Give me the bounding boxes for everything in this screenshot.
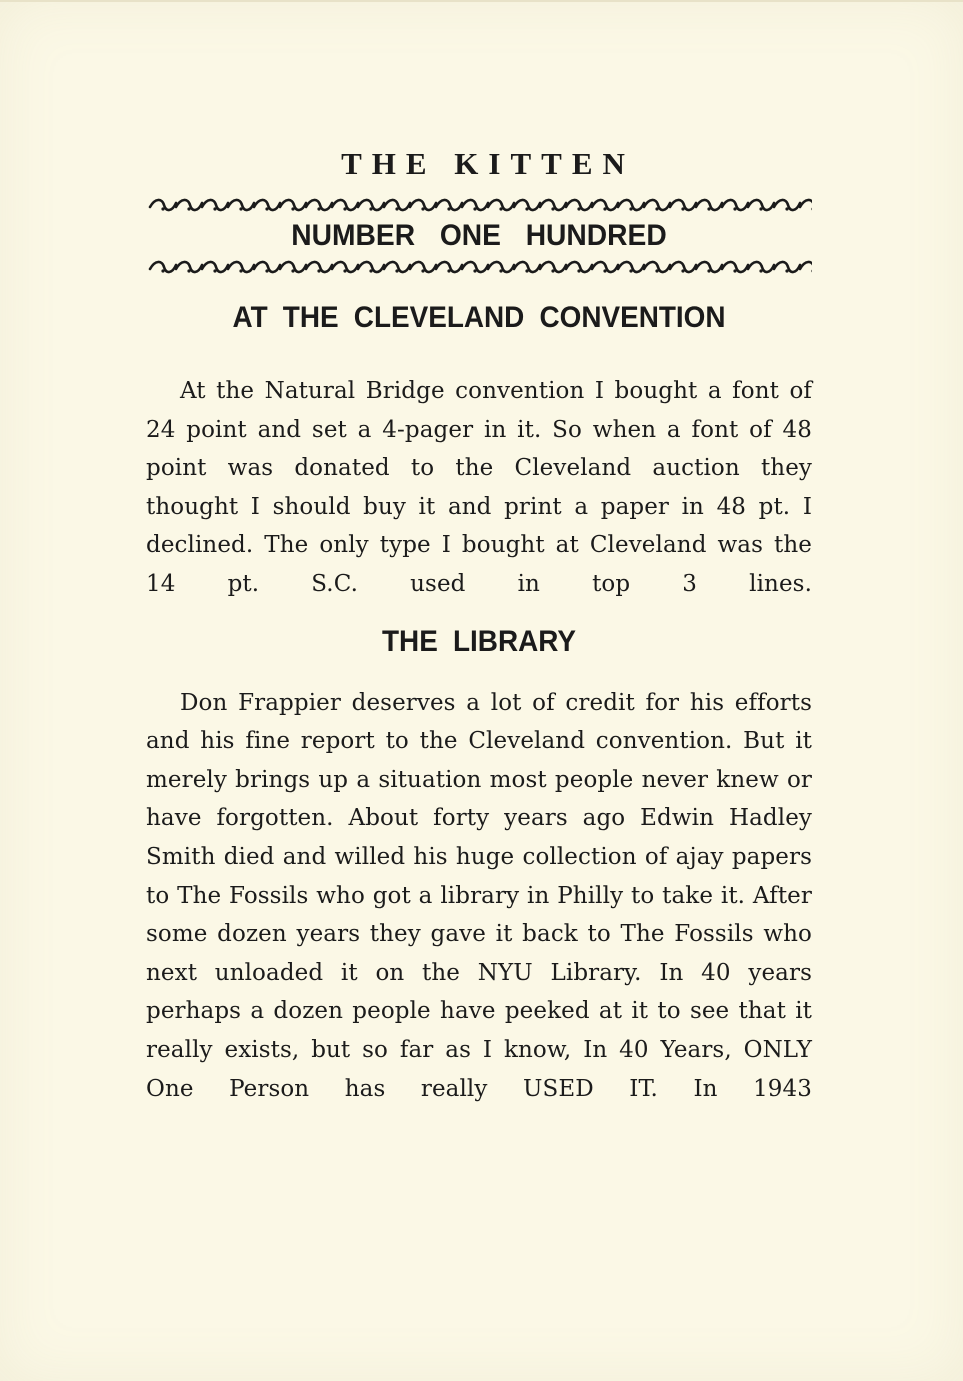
chain-ornament-rule-top (146, 196, 812, 214)
section-heading-convention: AT THE CLEVELAND CONVENTION (232, 301, 726, 334)
section-heading-library: THE LIBRARY (382, 624, 576, 658)
section-body-library: Don Frappier deserves a lot of credit for his efforts and his fine report to the Cleveland convention. But it merely brings up a situation most people never knew or have forgotten. About forty years ago Edwin Hadley Smith died and willed his huge collection of ajay papers to The Fossils who got a library in Philly to take it. After some dozen years they gave it back to The Fossils who next unloaded it on the NYU Library. In 40 years perhaps a dozen people have peeked at it to see that it really exists, but so far as I know, In 40 Years, ONLY One Person has really USED IT. In 1943 (146, 689, 812, 1102)
page-content (146, 140, 812, 1108)
section-body-convention: At the Natural Bridge convention I bought a font of 24 point and set a 4-pager in it. So when a font of 48 point was donated to the Cleveland auction they thought I should buy it and print a paper in 48 pt. I declined. The only type I bought at Cleveland was the 14 pt. S.C. used in top 3 lines. (146, 378, 812, 597)
masthead-title: THE KITTEN (341, 146, 635, 181)
issue-number-line: NUMBER ONE HUNDRED (291, 219, 667, 252)
chain-ornament-rule-bottom (146, 258, 812, 276)
